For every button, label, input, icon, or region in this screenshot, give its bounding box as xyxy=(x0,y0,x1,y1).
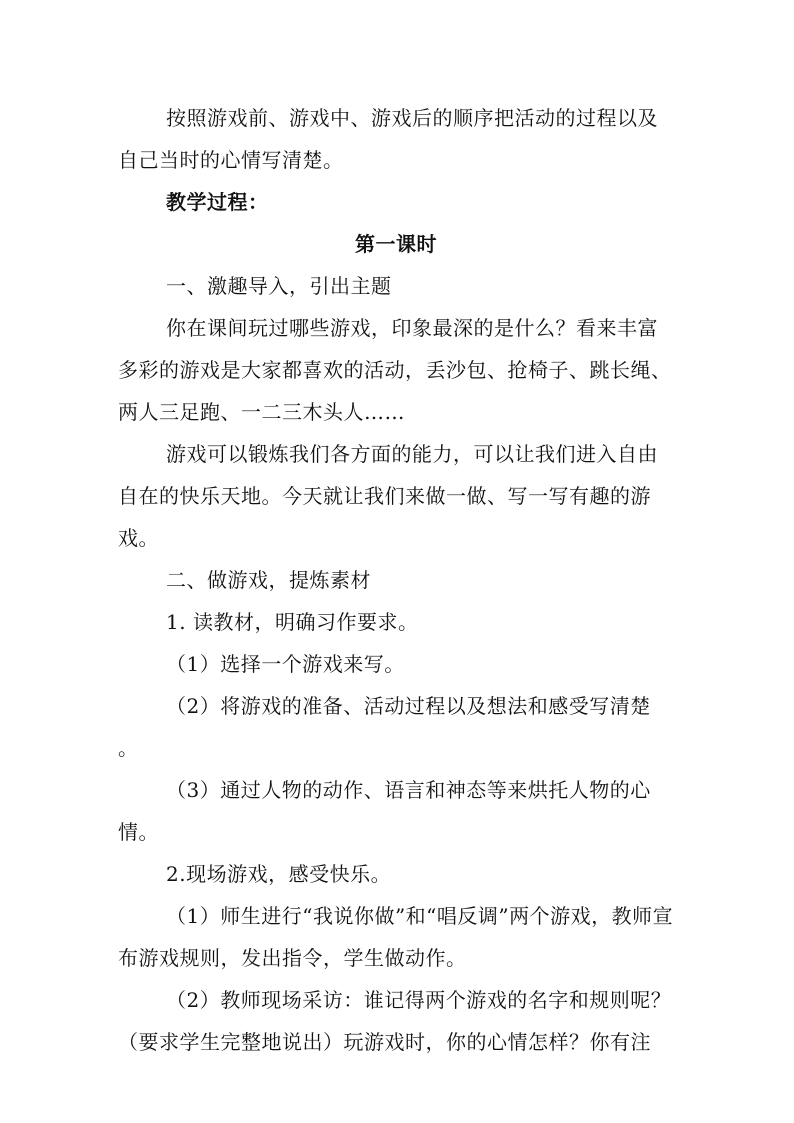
requirement-one: （1）选择一个游戏来写。 xyxy=(166,652,405,676)
requirement-two: （2）将游戏的准备、活动过程以及想法和感受写清楚 。 xyxy=(118,694,651,760)
section-one-title: 一、激趣导入，引出主题 xyxy=(166,274,392,298)
activity-one: （1）师生进行“我说你做”和“唱反调”两个游戏，教师宣布游戏规则，发出指令，学生做动作。 xyxy=(118,904,674,970)
section-two-title: 二、做游戏，提炼素材 xyxy=(166,568,371,592)
step-two-item: 2.现场游戏，感受快乐。 xyxy=(166,862,392,886)
activity-two: （2）教师现场采访：谁记得两个游戏的名字和规则呢？（要求学生完整地说出）玩游戏时，你的心情怎样？你有注 xyxy=(118,988,672,1054)
document-body xyxy=(118,97,674,1063)
step-one-item: 1. 读教材，明确习作要求。 xyxy=(166,610,419,634)
teaching-process-heading: 教学过程： xyxy=(166,190,269,214)
intro-paragraph: 按照游戏前、游戏中、游戏后的顺序把活动的过程以及自己当时的心情写清楚。 xyxy=(118,106,658,172)
requirement-three: （3）通过人物的动作、语言和神态等来烘托人物的心情。 xyxy=(118,778,651,844)
warmup-paragraph: 你在课间玩过哪些游戏，印象最深的是什么？看来丰富多彩的游戏是大家都喜欢的活动，丢沙包、抢椅子、跳长绳、两人三足跑、一二三木头人…… xyxy=(118,316,672,424)
topic-paragraph: 游戏可以锻炼我们各方面的能力，可以让我们进入自由自在的快乐天地。今天就让我们来做一做、写一写有趣的游戏。 xyxy=(118,442,658,550)
lesson-title: 第一课时 xyxy=(355,232,437,256)
